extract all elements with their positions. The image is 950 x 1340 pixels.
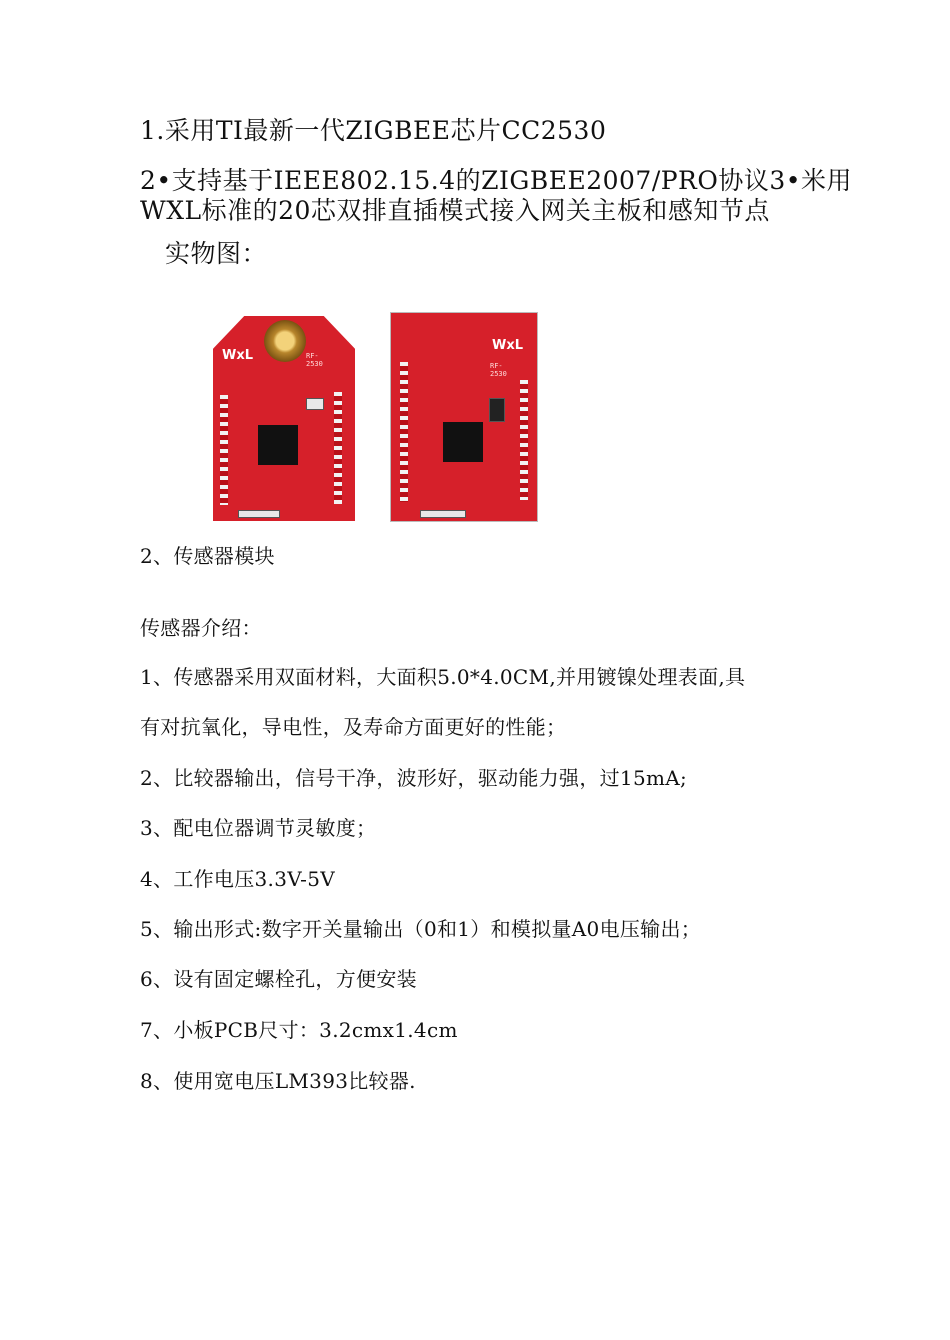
pin-header-right-back <box>520 380 528 500</box>
sensor-spec-5: 5、输出形式:数字开关量输出（0和1）和模拟量A0电压输出； <box>140 917 702 941</box>
antenna-connector <box>264 320 306 362</box>
bottom-connector <box>238 510 280 518</box>
sensor-spec-3: 3、配电位器调节灵敏度； <box>140 816 377 840</box>
sensor-spec-8: 8、使用宽电压LM393比较器. <box>140 1069 416 1093</box>
pin-header-left-back <box>400 362 408 502</box>
sensor-spec-2: 2、比较器输出，信号干净，波形好，驱动能力强，过15mA; <box>140 766 688 790</box>
bottom-connector-back <box>420 510 466 518</box>
cc2530-chip <box>258 425 298 465</box>
cc2530-chip-back <box>443 422 483 462</box>
pin-header-right <box>334 392 342 504</box>
board-front-model: RF-2530 <box>306 352 323 368</box>
section-heading: 2、传感器模块 <box>140 544 275 568</box>
feature-line-3: WXL标准的20芯双排直插模式接入网关主板和感知节点 <box>140 196 770 225</box>
feature-line-1: 1.采用TI最新一代ZIGBEE芯片CC2530 <box>140 116 607 145</box>
sensor-spec-1a: 1、传感器采用双面材料，大面积5.0*4.0CM,并用镀镍处理表面,具 <box>140 665 746 689</box>
board-back-model: RF-2530 <box>490 362 507 378</box>
pin-header-left <box>220 395 228 505</box>
diode-component <box>489 398 505 422</box>
sensor-spec-1b: 有对抗氧化，导电性，及寿命方面更好的性能； <box>140 715 567 739</box>
board-back-logo: WxL <box>492 338 524 353</box>
photo-caption: 实物图： <box>165 239 268 268</box>
feature-line-2: 2•支持基于IEEE802.15.4的ZIGBEE2007/PRO协议3•米用 <box>140 166 853 195</box>
sensor-spec-6: 6、设有固定螺栓孔，方便安装 <box>140 967 417 991</box>
sensor-spec-4: 4、工作电压3.3V-5V <box>140 867 335 891</box>
board-front-logo: WxL <box>222 348 254 363</box>
sensor-intro-heading: 传感器介绍： <box>140 616 262 640</box>
sensor-spec-7: 7、小板PCB尺寸：3.2cmx1.4cm <box>140 1018 458 1042</box>
crystal-component <box>306 398 324 410</box>
